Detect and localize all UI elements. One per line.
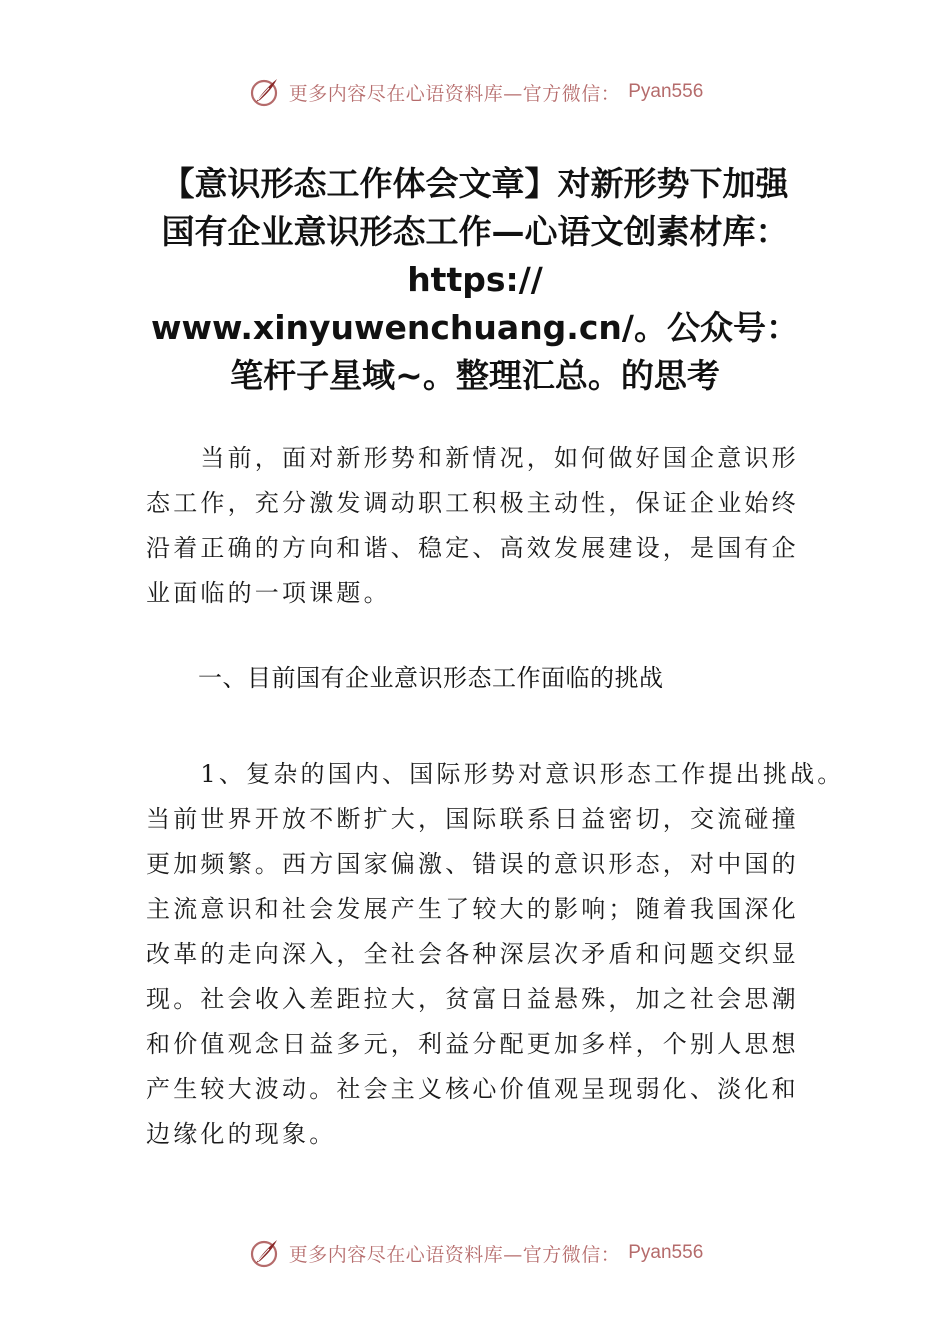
title-line: 国有企业意识形态工作—心语文创素材库：: [161, 212, 789, 251]
paragraph-line: 和价值观念日益多元，利益分配更加多样，个别人思想: [146, 1030, 799, 1058]
header-banner-text: 更多内容尽在心语资料库—官方微信：: [288, 82, 621, 105]
document-title: [120, 160, 830, 400]
title-line: https://: [407, 260, 543, 299]
paragraph-line: 更加频繁。西方国家偏激、错误的意识形态，对中国的: [146, 850, 799, 878]
header-wechat-id: Pyan556: [628, 81, 704, 102]
paragraph-line: 当前，面对新形势和新情况，如何做好国企意识形: [146, 444, 799, 472]
paragraph-line: 现。社会收入差距拉大，贫富日益悬殊，加之社会思潮: [146, 985, 799, 1013]
quill-logo-icon: [247, 1236, 281, 1270]
footer-banner: [0, 1233, 950, 1273]
title-line: 【意识形态工作体会文章】对新形势下加强: [161, 164, 789, 203]
title-line: www.xinyuwenchuang.cn/。公众号：: [151, 308, 799, 347]
paragraph-line: 1、复杂的国内、国际形势对意识形态工作提出挑战。: [146, 760, 845, 788]
paragraph-line: 改革的走向深入，全社会各种深层次矛盾和问题交织显: [146, 940, 799, 968]
paragraph-line: 态工作，充分激发调动职工积极主动性，保证企业始终: [146, 489, 799, 517]
section-paragraph: [146, 752, 845, 1157]
footer-wechat-id: Pyan556: [628, 1242, 704, 1263]
intro-paragraph: [146, 436, 810, 616]
quill-logo-icon: [247, 75, 281, 109]
paragraph-line: 边缘化的现象。: [146, 1120, 337, 1148]
section-heading: 一、目前国有企业意识形态工作面临的挑战: [198, 664, 664, 692]
footer-banner-text: 更多内容尽在心语资料库—官方微信：: [288, 1243, 621, 1266]
paragraph-line: 产生较大波动。社会主义核心价值观呈现弱化、淡化和: [146, 1075, 799, 1103]
title-line: 笔杆子星域~。整理汇总。的思考: [230, 356, 720, 395]
header-banner: [0, 72, 950, 112]
paragraph-line: 业面临的一项课题。: [146, 579, 391, 607]
paragraph-line: 主流意识和社会发展产生了较大的影响；随着我国深化: [146, 895, 799, 923]
paragraph-line: 当前世界开放不断扩大，国际联系日益密切，交流碰撞: [146, 805, 799, 833]
paragraph-line: 沿着正确的方向和谐、稳定、高效发展建设，是国有企: [146, 534, 799, 562]
